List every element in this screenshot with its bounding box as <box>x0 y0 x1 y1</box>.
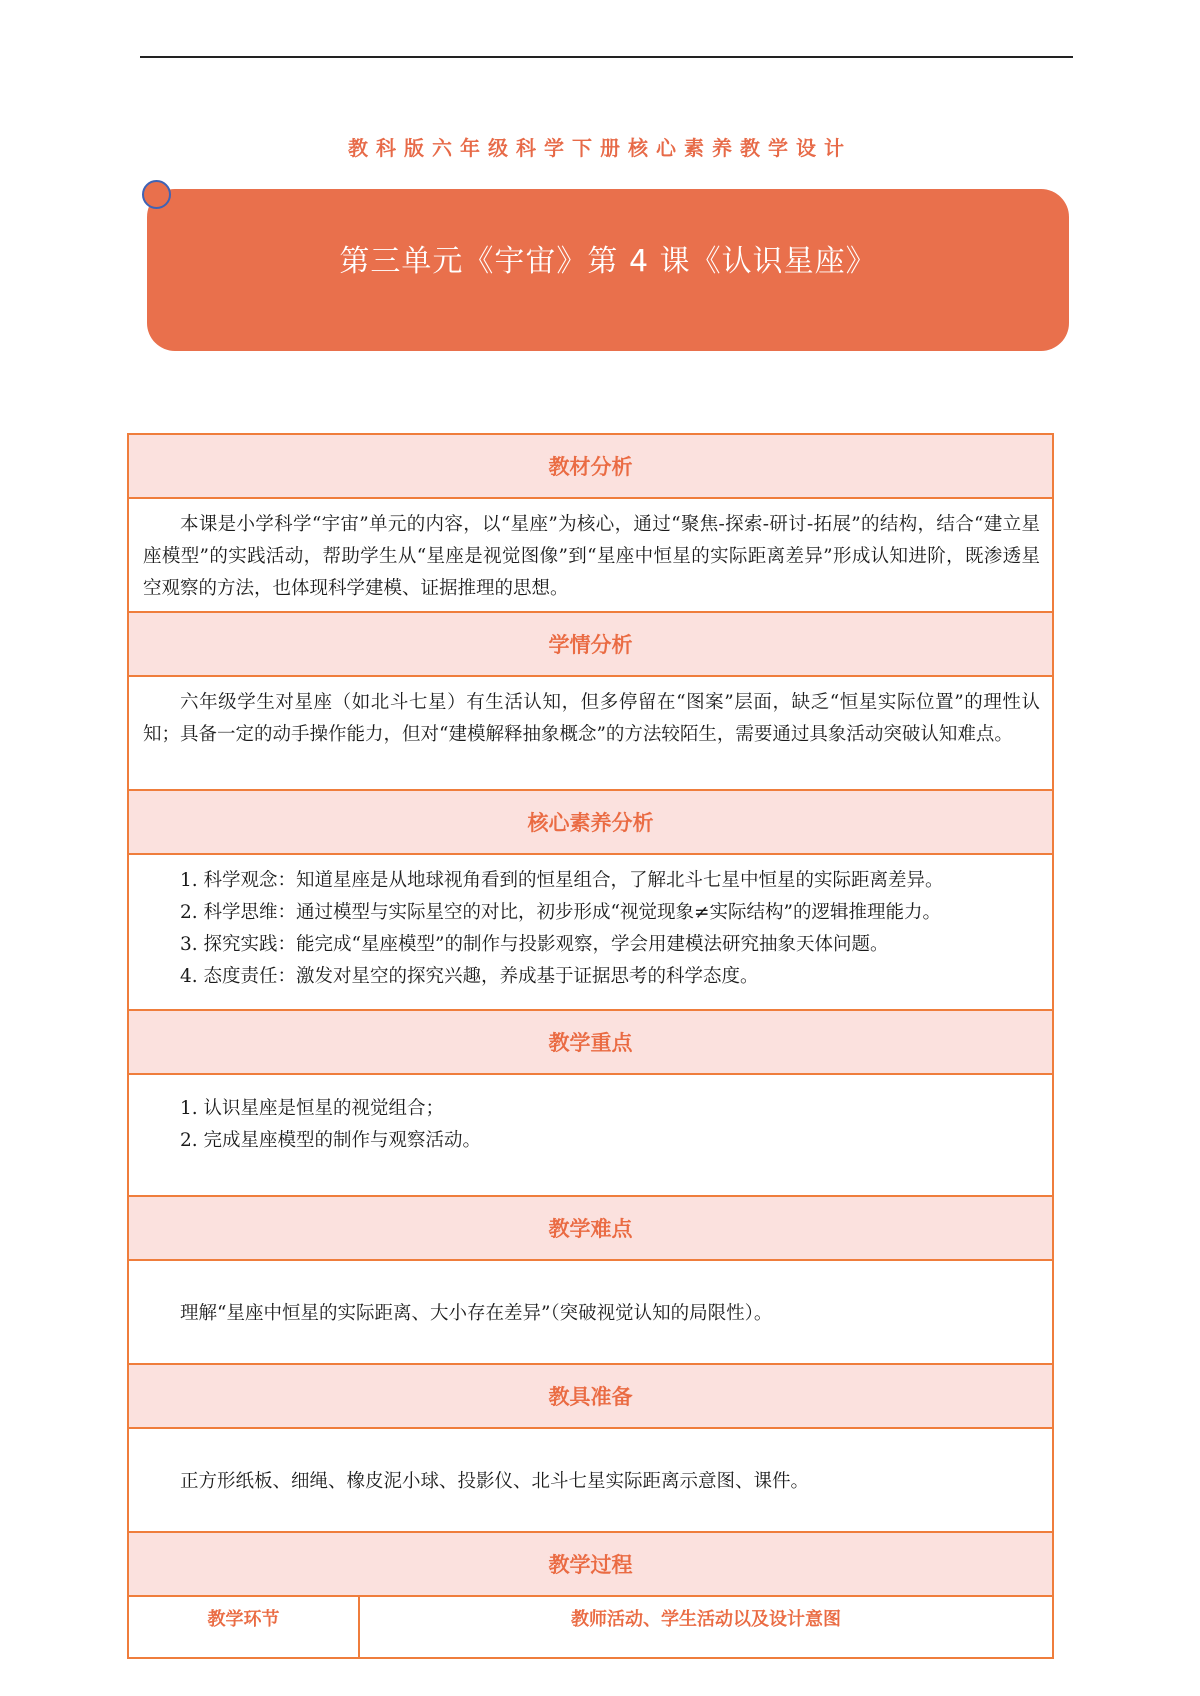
literacy-item: 2. 科学思维：通过模型与实际星空的对比，初步形成“视觉现象≠实际结构”的逻辑推理能力。 <box>180 902 941 923</box>
literacy-item: 3. 探究实践：能完成“星座模型”的制作与投影观察，学会用建模法研究抽象天体问题。 <box>180 934 889 955</box>
process-column-header <box>128 1596 1053 1658</box>
key-point-item: 2. 完成星座模型的制作与观察活动。 <box>180 1130 482 1151</box>
student-analysis-text: 六年级学生对星座（如北斗七星）有生活认知，但多停留在“图案”层面，缺乏“恒星实际位置”的理性认知；具备一定的动手操作能力，但对“建模解释抽象概念”的方法较陌生，需要通过具象活动突破认知难点。 <box>143 692 1040 745</box>
section-heading: 教材分析 <box>128 434 1053 498</box>
section-header-process <box>128 1532 1053 1596</box>
section-body-literacy <box>128 854 1053 1010</box>
section-header-difficulty <box>128 1196 1053 1260</box>
section-heading: 学情分析 <box>128 612 1053 676</box>
column-header-activity: 教师活动、学生活动以及设计意图 <box>359 1596 1053 1658</box>
section-heading: 教学重点 <box>128 1010 1053 1074</box>
banner-dot-decoration <box>142 180 171 209</box>
section-body-key-points <box>128 1074 1053 1196</box>
section-header-textbook <box>128 434 1053 498</box>
section-body-difficulty <box>128 1260 1053 1364</box>
materials-text: 正方形纸板、细绳、橡皮泥小球、投影仪、北斗七星实际距离示意图、课件。 <box>180 1471 810 1492</box>
lesson-title: 第三单元《宇宙》第 4 课《认识星座》 <box>339 244 877 279</box>
document-header: 教科版六年级科学下册核心素养教学设计 <box>348 136 852 160</box>
section-body-students <box>128 676 1053 790</box>
difficulty-text: 理解“星座中恒星的实际距离、大小存在差异”（突破视觉认知的局限性）。 <box>180 1303 773 1324</box>
section-heading: 教学过程 <box>128 1532 1053 1596</box>
literacy-item: 4. 态度责任：激发对星空的探究兴趣，养成基于证据思考的科学态度。 <box>180 966 759 987</box>
textbook-analysis-text: 本课是小学科学“宇宙”单元的内容，以“星座”为核心，通过“聚焦-探索-研讨-拓展”的结构，结合“建立星座模型”的实践活动，帮助学生从“星座是视觉图像”到“星座中恒星的实际距离差异”形成认知进阶，既渗透星空观察的方法，也体现科学建模、证据推理的思想。 <box>143 514 1040 599</box>
column-header-stage: 教学环节 <box>128 1596 359 1658</box>
section-heading: 核心素养分析 <box>128 790 1053 854</box>
section-body-materials <box>128 1428 1053 1532</box>
section-body-textbook <box>128 498 1053 612</box>
key-point-item: 1. 认识星座是恒星的视觉组合； <box>180 1098 445 1119</box>
section-header-literacy <box>128 790 1053 854</box>
section-header-students <box>128 612 1053 676</box>
literacy-item: 1. 科学观念：知道星座是从地球视角看到的恒星组合，了解北斗七星中恒星的实际距离差异。 <box>180 870 944 891</box>
section-header-materials <box>128 1364 1053 1428</box>
section-heading: 教具准备 <box>128 1364 1053 1428</box>
section-header-key-points <box>128 1010 1053 1074</box>
section-heading: 教学难点 <box>128 1196 1053 1260</box>
header-rule <box>140 56 1073 58</box>
lesson-plan-table <box>127 433 1054 1659</box>
